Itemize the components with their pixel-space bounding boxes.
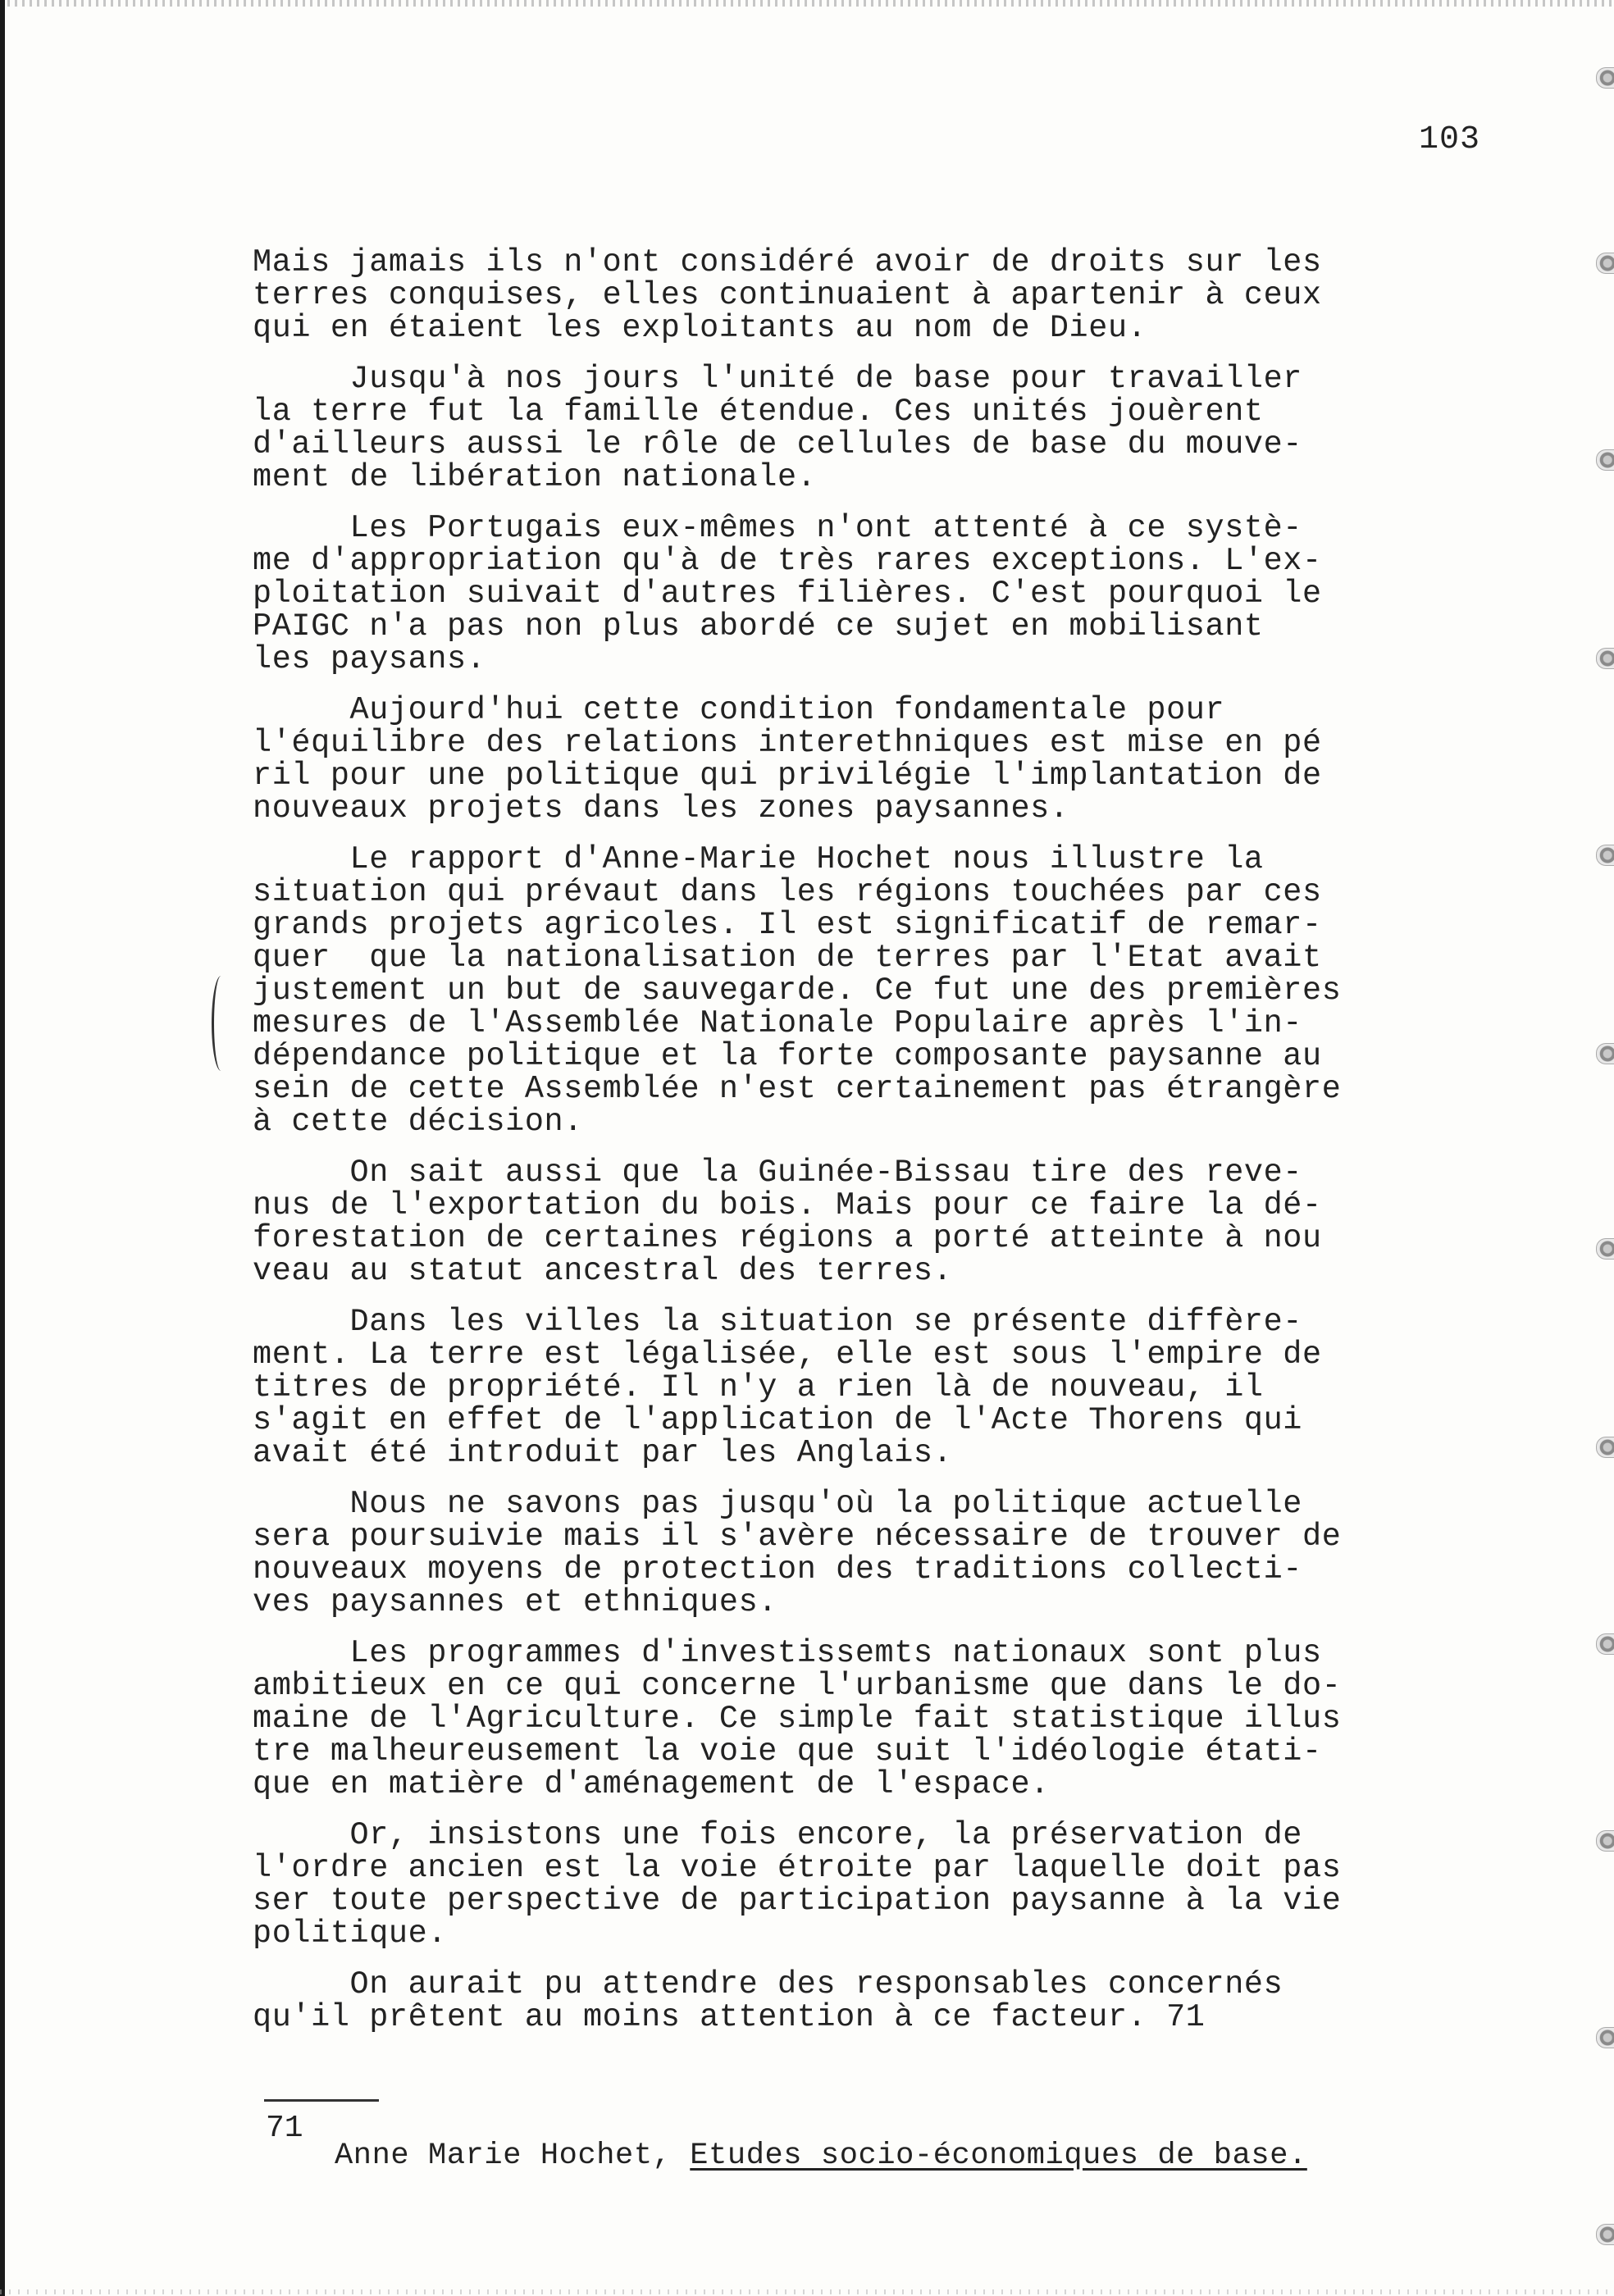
punch-hole [1596, 1437, 1614, 1458]
punch-hole [1596, 1043, 1614, 1064]
text-line: d'ailleurs aussi le rôle de cellules de base du mouve- [253, 426, 1303, 462]
text-line: On aurait pu attendre des responsables concernés [253, 1966, 1283, 2002]
margin-bracket-mark [212, 976, 230, 1071]
footnote-title: Etudes socio-économiques de base. [690, 2139, 1307, 2173]
text-line: Or, insistons une fois encore, la préservation de [253, 1817, 1303, 1853]
text-line: Le rapport d'Anne-Marie Hochet nous illustre la [253, 841, 1264, 877]
footnote-text [335, 2139, 1307, 2173]
punch-hole [1596, 253, 1614, 274]
text-line: Dans les villes la situation se présente diffère- [253, 1304, 1303, 1340]
text-line: Mais jamais ils n'ont considéré avoir de droits sur les [253, 244, 1322, 280]
text-line: ves paysannes et ethniques. [253, 1584, 778, 1620]
page-left-edge [0, 0, 5, 2296]
text-line: ambitieux en ce qui concerne l'urbanisme que dans le do- [253, 1668, 1342, 1704]
text-line: justement un but de sauvegarde. Ce fut une des premières [253, 973, 1342, 1009]
punch-hole [1596, 2027, 1614, 2048]
text-line: ment. La terre est légalisée, elle est sous l'empire de [253, 1337, 1322, 1373]
text-line: les paysans. [253, 641, 486, 677]
text-line: mesures de l'Assemblée Nationale Populaire après l'in- [253, 1005, 1303, 1041]
paragraph [253, 246, 1450, 344]
text-line: Jusqu'à nos jours l'unité de base pour travailler [253, 361, 1303, 397]
punch-hole [1596, 67, 1614, 89]
text-line: tre malheureusement la voie que suit l'idéologie étati- [253, 1733, 1322, 1770]
text-line: qu'il prêtent au moins attention à ce facteur. 71 [253, 1999, 1206, 2035]
text-line: maine de l'Agriculture. Ce simple fait statistique illus [253, 1701, 1342, 1737]
text-line: ploitation suivait d'autres filières. C'est pourquoi le [253, 576, 1322, 612]
page-top-edge [0, 0, 1614, 7]
text-line: Les programmes d'investissemts nationaux sont plus [253, 1635, 1322, 1671]
text-line: dépendance politique et la forte composante paysanne au [253, 1038, 1322, 1074]
text-line: On sait aussi que la Guinée-Bissau tire des reve- [253, 1155, 1303, 1191]
text-line: nus de l'exportation du bois. Mais pour ce faire la dé- [253, 1187, 1322, 1223]
binder-punch-holes [1589, 0, 1614, 2296]
paragraph [253, 1637, 1450, 1801]
body-text [253, 246, 1450, 2052]
paragraph [253, 1819, 1450, 1950]
punch-hole [1596, 845, 1614, 866]
paragraph [253, 512, 1450, 676]
text-line: quer que la nationalisation de terres par l'Etat avait [253, 940, 1322, 976]
page-number: 103 [1419, 121, 1481, 158]
text-line: nouveaux moyens de protection des traditions collecti- [253, 1551, 1303, 1588]
text-line: Nous ne savons pas jusqu'où la politique actuelle [253, 1486, 1303, 1522]
text-line: ril pour une politique qui privilégie l'implantation de [253, 758, 1322, 794]
text-line: forestation de certaines régions a porté atteinte à nou [253, 1220, 1322, 1256]
punch-hole [1596, 1830, 1614, 1852]
text-line: ment de libération nationale. [253, 459, 817, 495]
text-line: PAIGC n'a pas non plus abordé ce sujet en mobilisant [253, 608, 1264, 645]
paragraph [253, 362, 1450, 494]
punch-hole [1596, 2224, 1614, 2245]
text-line: à cette décision. [253, 1104, 583, 1140]
paragraph [253, 1487, 1450, 1619]
footnote-rule [264, 2099, 379, 2102]
text-line: situation qui prévaut dans les régions touchées par ces [253, 874, 1322, 910]
footnote-marker: 71 [266, 2111, 303, 2146]
punch-hole [1596, 1633, 1614, 1655]
punch-hole [1596, 648, 1614, 669]
paragraph [253, 694, 1450, 825]
paragraph [253, 843, 1450, 1138]
text-line: avait été introduit par les Anglais. [253, 1435, 953, 1471]
text-line: que en matière d'aménagement de l'espace. [253, 1766, 1050, 1802]
punch-hole [1596, 1238, 1614, 1260]
page-bottom-edge [0, 2289, 1614, 2294]
text-line: s'agit en effet de l'application de l'Acte Thorens qui [253, 1402, 1303, 1438]
punch-hole [1596, 449, 1614, 471]
text-line: titres de propriété. Il n'y a rien là de nouveau, il [253, 1369, 1264, 1405]
paragraph [253, 1968, 1450, 2034]
text-line: me d'appropriation qu'à de très rares exceptions. L'ex- [253, 543, 1322, 579]
text-line: nouveaux projets dans les zones paysannes. [253, 790, 1069, 827]
footnote-author: Anne Marie Hochet, [335, 2139, 691, 2173]
text-line: l'équilibre des relations interethniques est mise en pé [253, 725, 1322, 761]
text-line: qui en étaient les exploitants au nom de Dieu. [253, 310, 1147, 346]
paragraph [253, 1156, 1450, 1287]
text-line: la terre fut la famille étendue. Ces unités jouèrent [253, 394, 1264, 430]
text-line: sein de cette Assemblée n'est certainement pas étrangère [253, 1071, 1342, 1107]
paragraph [253, 1305, 1450, 1469]
text-line: Les Portugais eux-mêmes n'ont attenté à ce systè- [253, 510, 1303, 546]
text-line: ser toute perspective de participation paysanne à la vie [253, 1883, 1342, 1919]
text-line: terres conquises, elles continuaient à apartenir à ceux [253, 277, 1322, 313]
text-line: l'ordre ancien est la voie étroite par laquelle doit pas [253, 1850, 1342, 1886]
text-line: sera poursuivie mais il s'avère nécessaire de trouver de [253, 1519, 1342, 1555]
text-line: veau au statut ancestral des terres. [253, 1253, 953, 1289]
text-line: grands projets agricoles. Il est significatif de remar- [253, 907, 1322, 943]
text-line: Aujourd'hui cette condition fondamentale pour [253, 692, 1225, 728]
text-line: politique. [253, 1916, 448, 1952]
